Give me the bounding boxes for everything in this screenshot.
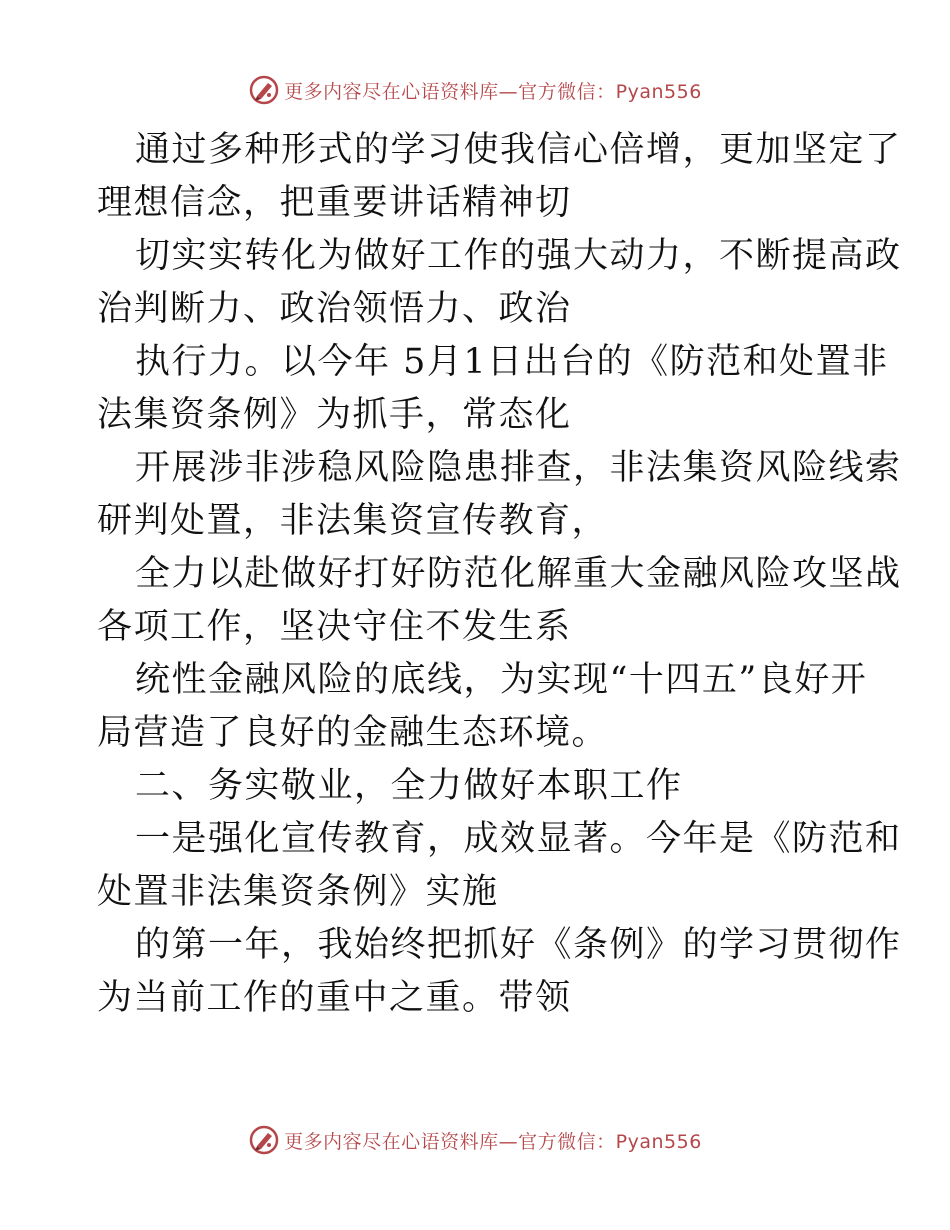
paragraph-8: 的第一年，我始终把抓好《条例》的学习贯彻作 为当前工作的重中之重。带领 <box>97 925 902 1018</box>
paragraph-6: 统性金融风险的底线，为实现“十四五”良好开 局营造了良好的金融生态环境。 <box>97 660 868 753</box>
watermark-text: 更多内容尽在心语资料库—官方微信：Pyan556 <box>284 80 702 103</box>
pen-circle-logo-icon <box>248 74 280 106</box>
watermark-text: 更多内容尽在心语资料库—官方微信：Pyan556 <box>284 1130 702 1153</box>
paragraph-5: 全力以赴做好打好防范化解重大金融风险攻坚战 各项工作，坚决守住不发生系 <box>97 554 902 647</box>
header-watermark <box>0 72 950 108</box>
pen-circle-logo-icon <box>248 1124 280 1156</box>
document-body <box>97 124 902 1025</box>
paragraph-2: 切实实转化为做好工作的强大动力，不断提高政 治判断力、政治领悟力、政治 <box>97 236 902 329</box>
paragraph-3: 执行力。以今年 5月1日出台的《防范和处置非 法集资条例》为抓手，常态化 <box>97 342 889 435</box>
footer-watermark <box>0 1122 950 1158</box>
paragraph-4: 开展涉非涉稳风险隐患排查，非法集资风险线索 研判处置，非法集资宣传教育， <box>97 448 902 541</box>
paragraph-7: 一是强化宣传教育，成效显著。今年是《防范和 处置非法集资条例》实施 <box>97 819 902 912</box>
paragraph-1: 通过多种形式的学习使我信心倍增，更加坚定了 理想信念，把重要讲话精神切 <box>97 130 902 223</box>
section-heading: 二、务实敬业，全力做好本职工作 <box>135 766 683 806</box>
